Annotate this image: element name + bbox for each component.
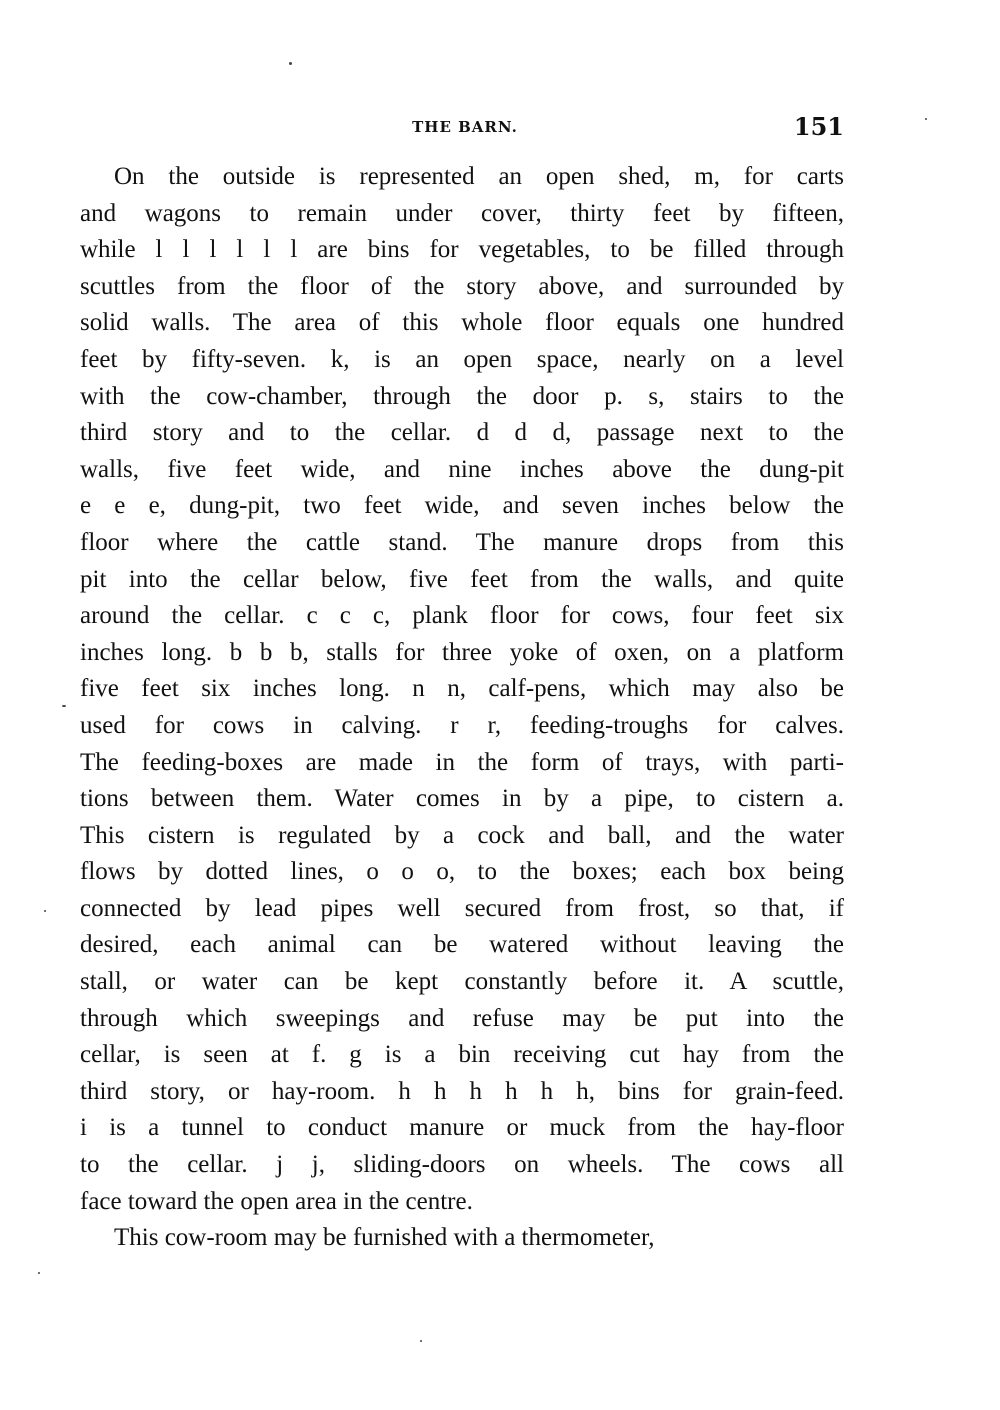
text-line: The feeding-boxes are made in the form of trays, with parti-	[80, 748, 844, 776]
running-head	[80, 112, 850, 152]
text-line: This cistern is regulated by a cock and ball, and the water	[80, 821, 844, 849]
text-line: stall, or water can be kept constantly before it. A scuttle,	[80, 968, 844, 996]
text-line: e e e, dung-pit, two feet wide, and seven inches below the	[80, 492, 844, 520]
text-line: face toward the open area in the centre.	[80, 1187, 473, 1215]
text-line: while l l l l l l are bins for vegetables, to be filled through	[80, 236, 844, 264]
scan-speck	[289, 62, 292, 65]
page-number: 151	[793, 112, 844, 141]
text-line: and wagons to remain under cover, thirty feet by fifteen,	[80, 199, 844, 227]
text-line: around the cellar. c c c, plank floor for cows, four feet six	[80, 602, 844, 630]
text-line: through which sweepings and refuse may be put into the	[80, 1004, 844, 1032]
scan-speck	[420, 1340, 422, 1342]
text-line: feet by fifty-seven. k, is an open space, nearly on a level	[80, 345, 844, 373]
text-line: i is a tunnel to conduct manure or muck from the hay-floor	[80, 1114, 844, 1142]
scan-speck	[44, 910, 46, 912]
text-line: five feet six inches long. n n, calf-pens, which may also be	[80, 675, 844, 703]
scan-speck	[925, 118, 927, 120]
text-line: connected by lead pipes well secured from frost, so that, if	[80, 894, 844, 922]
text-line: This cow-room may be furnished with a thermometer,	[114, 1224, 655, 1252]
text-line: third story and to the cellar. d d d, passage next to the	[80, 419, 844, 447]
scan-speck	[38, 1272, 40, 1274]
text-line: desired, each animal can be watered without leaving the	[80, 931, 844, 959]
page-title: THE BARN.	[412, 118, 518, 136]
text-line: third story, or hay-room. h h h h h h, bins for grain-feed.	[80, 1077, 844, 1105]
scan-speck	[62, 705, 66, 707]
body-text	[80, 159, 844, 1257]
text-line: inches long. b b b, stalls for three yoke of oxen, on a platform	[80, 638, 844, 666]
text-line: with the cow-chamber, through the door p. s, stairs to the	[80, 382, 844, 410]
text-line: flows by dotted lines, o o o, to the boxes; each box being	[80, 858, 844, 886]
text-line: scuttles from the floor of the story above, and surrounded by	[80, 272, 844, 300]
text-line: to the cellar. j j, sliding-doors on wheels. The cows all	[80, 1151, 844, 1179]
text-line: cellar, is seen at f. g is a bin receiving cut hay from the	[80, 1041, 844, 1069]
text-line: solid walls. The area of this whole floor equals one hundred	[80, 309, 844, 337]
text-line: floor where the cattle stand. The manure drops from this	[80, 528, 844, 556]
text-line: used for cows in calving. r r, feeding-troughs for calves.	[80, 711, 844, 739]
text-line: walls, five feet wide, and nine inches above the dung-pit	[80, 455, 844, 483]
text-line: pit into the cellar below, five feet from the walls, and quite	[80, 565, 844, 593]
text-line: On the outside is represented an open shed, m, for carts	[114, 163, 844, 190]
text-line: tions between them. Water comes in by a pipe, to cistern a.	[80, 785, 844, 813]
